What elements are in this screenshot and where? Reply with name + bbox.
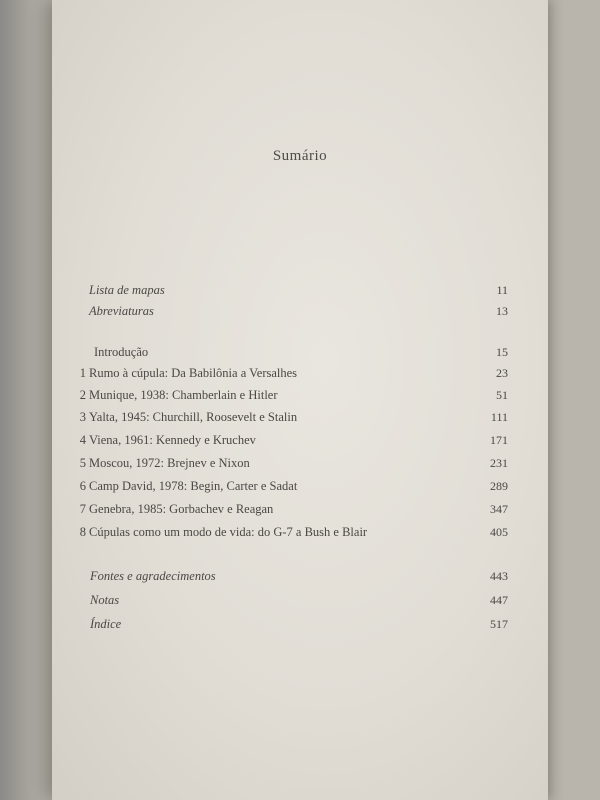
chapter-label: Genebra, 1985: Gorbachev e Reagan [89,502,274,516]
toc-entry-page: 447 [490,593,508,607]
toc-entry-label: Notas [90,593,120,607]
chapter-number: 4 [79,433,86,447]
toc-entry [52,301,548,321]
toc-entry-label: Abreviaturas [89,304,154,318]
toc-entry [52,614,548,634]
chapter-number: 5 [79,456,86,470]
chapter-page: 23 [496,366,508,380]
chapter-page: 171 [490,433,508,447]
toc-entry-label: Fontes e agradecimentos [90,569,216,583]
toc-chapter [52,385,548,405]
chapter-label: Yalta, 1945: Churchill, Roosevelt e Stalin [89,410,298,424]
toc-entry-page: 11 [496,283,508,297]
toc-entry-label: Índice [90,617,122,631]
toc-entry-page: 15 [496,345,508,359]
chapter-page: 405 [490,525,508,539]
toc-chapter [52,453,548,473]
chapter-number: 2 [79,388,86,402]
chapter-number: 6 [79,479,86,493]
toc-entry-page: 517 [490,617,508,631]
chapter-page: 231 [490,456,508,470]
toc-chapter [52,363,548,383]
chapter-page: 51 [496,388,508,402]
chapter-label: Munique, 1938: Chamberlain e Hitler [89,388,278,402]
toc-entry [52,342,548,362]
toc-entry-label: Lista de mapas [89,283,165,297]
toc-chapter [52,522,548,542]
toc-entry [52,280,548,300]
chapter-page: 111 [490,410,508,424]
book-page [52,0,548,800]
chapter-label: Camp David, 1978: Begin, Carter e Sadat [89,479,298,493]
toc-entry-page: 13 [496,304,508,318]
toc-entry-label: Introdução [94,345,149,359]
chapter-number: 3 [79,410,86,424]
toc-chapter [52,499,548,519]
toc-entry-page: 443 [490,569,508,583]
toc-entry [52,566,548,586]
chapter-number: 7 [79,502,86,516]
chapter-label: Viena, 1961: Kennedy e Kruchev [89,433,256,447]
toc-chapter [52,407,548,427]
chapter-label: Cúpulas como um modo de vida: do G-7 a Bush e Blair [89,525,368,539]
toc-chapter [52,430,548,450]
toc-entry [52,590,548,610]
chapter-label: Moscou, 1972: Brejnev e Nixon [89,456,250,470]
toc-chapter [52,476,548,496]
chapter-number: 1 [79,366,86,380]
page-title: Sumário [272,148,328,164]
chapter-label: Rumo à cúpula: Da Babilônia a Versalhes [89,366,298,380]
chapter-number: 8 [79,525,86,539]
chapter-page: 289 [490,479,508,493]
chapter-page: 347 [490,502,508,516]
